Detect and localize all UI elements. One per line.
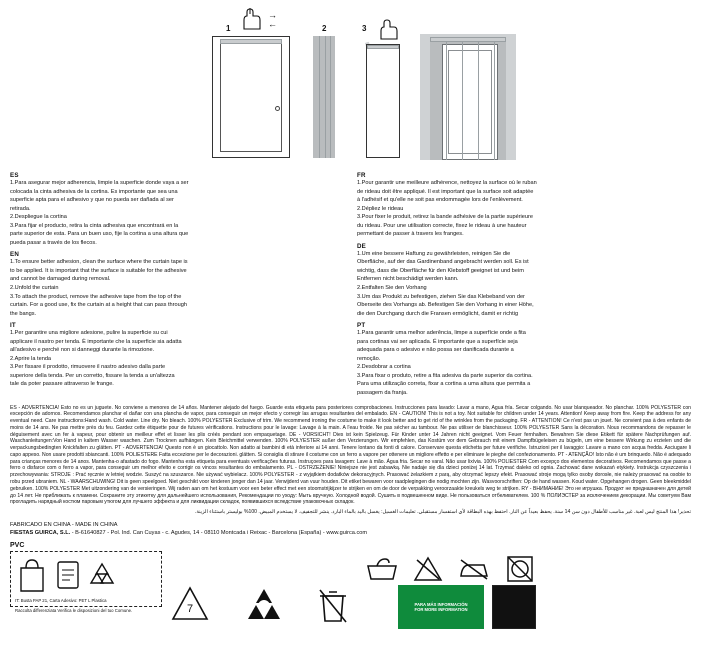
recycle-note-2: Raccolta differenziata Verifica le disposizioni del tuo Comune. xyxy=(15,607,133,613)
address-text: - B-61640827 - Pol. Ind. Can Cuyas - c. Agudes, 14 - 08110 Montcada i Reixac - Barcelona (España) - xyxy=(71,530,325,537)
instruction-line: 3.To attach the product, remove the adhesive tape from the top of the xyxy=(10,293,182,300)
door-leaf-panel xyxy=(448,50,492,154)
adhesive-strip-3 xyxy=(367,45,399,49)
instruction-line: 1.To ensure better adhesion, clean the surface where the curtain tape is xyxy=(10,259,188,266)
door-panel-1 xyxy=(220,42,282,152)
instruction-line: die den Durchgang durch die Fransen ermöglicht, damit er richtig xyxy=(357,310,519,317)
instruction-line: superiore della tenda. Per un corretto, fissare la tenda a un'altezza xyxy=(10,372,175,379)
company-address xyxy=(10,530,691,536)
lang-heading-it: IT xyxy=(10,322,16,330)
instruction-line: retirada. xyxy=(10,205,31,212)
curtain-top-3 xyxy=(366,44,400,158)
instruction-line: para cortinas vai ser aplicada. É importante que a superfície seja xyxy=(357,338,518,345)
instruction-line: 3.Pour fixer le produit, retirez la bande adhésive de la partie supérieure xyxy=(357,214,533,221)
made-in-label: FABRICADO EN CHINA - MADE IN CHINA xyxy=(10,522,118,529)
no-bleach-icon xyxy=(408,551,448,587)
recycle-note-1: IT: Busta PAP 21, Carta Adesivo: PET L Plastica xyxy=(15,597,107,603)
instruction-line: remoção. xyxy=(357,355,381,362)
instruction-line: curtain. For a good use, fix the curtain at a height that can pass through xyxy=(10,302,187,309)
hand-press-icon xyxy=(238,8,266,35)
lang-heading-pt: PT xyxy=(357,322,366,330)
instruction-line: adequada para o adesivo e não possa ser danificada durante a xyxy=(357,347,514,354)
recycling-info-box xyxy=(10,551,162,613)
instructions-column-left xyxy=(10,168,343,399)
instruction-line: 3.Um das Produkt zu befestigen, ziehen Sie das Klebeband von der xyxy=(357,293,525,300)
instruction-line: du rideau. Pour une utilisation correcte, fixez le rideau à une hauteur xyxy=(357,222,527,229)
bin-icon xyxy=(310,585,356,627)
folded-curtain-2 xyxy=(313,36,335,158)
more-info-en: FOR MORE INFORMATION xyxy=(414,607,468,613)
step-number-2: 2 xyxy=(322,24,327,33)
company-name: FIESTAS GUIRCA, S.L. xyxy=(10,530,71,537)
step-number-1: 1 xyxy=(226,24,231,33)
more-info-box[interactable] xyxy=(398,585,484,629)
lang-heading-es: ES xyxy=(10,172,19,179)
instruction-line: 1.Um eine bessere Haftung zu gewährleisten, reinigen Sie die xyxy=(357,250,511,257)
door-knob-1 xyxy=(275,106,280,111)
instruction-line: 2.Aprire la tenda xyxy=(10,355,52,362)
instruction-line: Entfernen nicht beschädigt werden kann. xyxy=(357,276,459,283)
instruction-line: 1.Para asegurar mejor adherencia, limpie la superficie donde vaya a ser xyxy=(10,180,189,186)
instruction-line: permettant de passer à travers les franges. xyxy=(357,231,464,238)
instruction-line: and cannot be damaged during removal. xyxy=(10,276,111,283)
instruction-line: 2.Dépliez le rideau xyxy=(357,205,404,212)
instruction-line: Oberseite des Vorhangs ab. Befestigen Sie den Vorhang in einer Höhe, xyxy=(357,302,534,309)
more-info-es: PARA MÁS INFORMACIÓN xyxy=(414,602,468,608)
label-recycle-icon xyxy=(55,558,81,597)
instruction-line: 2.Entfalten Sie den Vorhang xyxy=(357,285,427,292)
instruction-line: pueda pasar a través de los flecos. xyxy=(10,239,97,246)
instruction-line: tale da poter passare attraverso le frange. xyxy=(10,381,114,388)
qr-placeholder-icon[interactable] xyxy=(492,585,536,629)
instruction-line: Para uma utilização correta, fixar a cortina a uma altura que permita a xyxy=(357,381,531,388)
hand-pull-icon xyxy=(376,18,402,45)
lang-heading-en: EN xyxy=(10,251,19,259)
instruction-line: wichtig, dass die Oberfläche für den Klebstoff geeignet ist und beim xyxy=(357,267,524,274)
instruction-line: passagem da franja. xyxy=(357,390,408,397)
instruction-line: the bangs. xyxy=(10,310,37,317)
instruction-line: 3.Para fijar el producto, retira la cinta adhesiva que encontrará en la xyxy=(10,222,179,229)
material-label: PVC xyxy=(10,542,25,550)
no-tumble-dry-icon xyxy=(500,551,540,587)
instruction-line: 2.Unfold the curtain xyxy=(10,285,59,292)
instruction-line: 1.Para garantir uma melhor aderência, limpe a superfície onde a fita xyxy=(357,330,526,337)
website-link[interactable]: www.guirca.com xyxy=(326,530,368,537)
illustration-strip xyxy=(10,6,691,166)
instruction-line: colocada la cinta adhesiva de la cortina. Es importante que sea una xyxy=(10,188,178,195)
instruction-line: all'adesivo e perché non si danneggi durante la rimozione. xyxy=(10,347,155,354)
svg-text:7: 7 xyxy=(186,603,194,616)
arrow-left-icon: ← xyxy=(268,19,277,29)
instructions-column-right xyxy=(357,168,690,399)
instruction-line: parte superior de esta. Para un buen uso, fije la cortina a una altura que xyxy=(10,231,189,238)
instruction-line: 3.Per fissare il prodotto, rimuovere il nastro adesivo dalla parte xyxy=(10,364,166,371)
lang-heading-de: DE xyxy=(357,242,366,250)
bag-recycle-icon xyxy=(17,558,47,597)
instruction-line: 1.Per garantire una migliore adesione, pulire la superficie su cui xyxy=(10,330,168,337)
triangle-icon xyxy=(170,585,210,628)
hand-wash-icon xyxy=(362,551,402,587)
instruction-line: de rideau doit être appliqué. Il est important que la surface soit adaptée xyxy=(357,188,534,195)
instruction-line: 2.Desdobrar a cortina xyxy=(357,364,411,371)
care-icon-row xyxy=(10,551,691,629)
instruction-line: Oberfläche, auf der das Gardinenband angebracht werden soll. Es ist xyxy=(357,259,529,266)
instruction-line: 1.Pour garantir une meilleure adhérence, nettoyez la surface où le ruban xyxy=(357,180,537,186)
instruction-line: 2.Despliegue la cortina xyxy=(10,214,67,221)
instruction-line: applicare il nastro per tenda. È importante che la superficie sia adatta xyxy=(10,338,182,345)
no-iron-icon xyxy=(454,551,494,587)
instruction-line: à l'adhésif et qu'elle ne soit pas endommagée lors de l'enlèvement. xyxy=(357,197,523,204)
lang-heading-fr: FR xyxy=(357,172,366,179)
recycle-icon xyxy=(242,585,286,632)
arrow-right-icon: → xyxy=(268,10,277,20)
instruction-line: to be applied. It is important that the surface is suitable for the adhesive xyxy=(10,267,187,274)
step-number-3: 3 xyxy=(362,24,367,33)
recycle-arrows-icon xyxy=(87,561,117,594)
instruction-line: 3.Para fixar o produto, retire a fita adesiva da parte superior da cortina. xyxy=(357,372,533,379)
warnings-text: ES - ADVERTENCIA! Esto no es un juguete. No conviene a menores de 14 años. Mantener alejado del fuego. Guarde esta etiqueta para posteriores comprobaciones. Instrucciones para lavado: Lavar a mano, Agua fría. Secar colgando. No usar blanqueador. No planchar. 100% POLYESTER con excepción de adornos. Recomendamos planchar el dañar con una plancha de vapor, para conseguir un mejor efecto y corregir las arrugas resultantes del embalado. EN - CAUTION! This is not a toy. Not suitable for children under 14 years. Attention! Keep away from fire. Keep the address for any eventual need. Care instructions:Hand wash. Cold water. Line dry. No bleach. 100% POLYESTER Exclusive of trim. We recommend ironing the costume to make it look better and to get rid of the wrinkles from the packaging. FR - ATTENTION! Ce n'est pas un jouet. Ne convient pas à des enfants de moins de 14 ans. Ne pas mettre près du feu. Gardez cette étiquette pour de futures vérifications. Instructions pour le lavage: Lavage à la main. A l'eau froide. Ne pas sécher au tambour. Ne pas utiliser de blanchisseur. 100% POLYESTER Sans la décoration. Nous recommandons de repasser le déguisement avec un fer à vapeur, pour obtenir un meilleur effet et lisser les plis créés pendant son empaquetage. DE - VORSICHT! Dies ist kein Spielzeug. Für Kinder unter 14 Jahren nicht geeignet. Vom Feuer fernhalten. Bewahren Sie diese Etikett für spätere Nachprüfungen auf. Waschanleitungen:Von Hand in kaltem Wasser waschen. Zum Trocknen aufhängen. Kein Bleichmittel verwenden. 100% POLYESTER außer den Verzierungen. Wir empfehlen, das Kostüm vor dem Gebrauch mit einem Dampfbügeleisen zu bügeln, um eine bessere Wirkung zu erzielen und die verpackungsbedingten Knickfalten zu glätten. PT - ADVERTENCIA! Questo non è un giocattolo. Non adatto ai bambini di età inferiore ai 14 anni. Tenere lontano da fonti di calore. Conservare questa etichetta per future verifiche. Istruzioni per il lavaggio: Lavare a mano con acqua fredda. Asciugare li capo appeso. Non usare prodotti sbiancanti. 100% POLIESTERE Fatta eccezione per le decorazioni. glätten. Si consiglia di stirare il costume con un ferro a vapore per ottenere un migliore effetto e per eliminare le pieghe del confezionamento. PT - ATENÇÃO! Isto não é um brinquedo. Não é adequado para crianças menores de 14 anos. Mantenha-o afastado do fogo. Mantenha esta etiqueta para eventuais verificações futuras. Instruçoes para lavagem: Lave à mão. Água fria. Secar no varal. Não usar lixívia. 100% POLIESTER Com excepço dos elementos decorativos. Recomendamos que passe a ferro o disfarce com o ferro a vapor, para conseguir um melhor efeito e corrigir os vincos resultantes do embalamento. PL - OSTRZEŻENIE! Niniejsze nie jest zabawką. Nie nadaje się dla dzieci poniżej 14 lat. Trzymać daleko od ognia. Zachować dane wskazań etykiety. Instrukcja czyszczenia i przechowywania: STROJE : Prać ręcznie w letniej wodzie. Suszyć na szuszarce. Nie używać wybielacz. 100% POLYESTER - z wyjątkiem dodatków dekoracyjnych. Prasować żelazkiem z parą, aby otrzymać lepszy efekt. Prasować stroje mogą tylko osoby dorosłe, nie należy prasować na osobie to robu przed ubraniem. NL - WAARSCHUWING! Dit is geen speelgoed. Niet geschikt voor kinderen jonger dan 14 jaar. Verwijderd van vuur houden. Dit etiket bewaren voor raadplegingen die nodig mochten zijn. Wasvoorschriften: Op de hand wassen. Koud water. Opgehangen drogen. Geen bleekmiddel gebruiken. 100% POLYESTER Met uitzondering van de versieringen. Wij raden aan om het kostuum voor een beter effect met een stoomstrijkijzer te strijken en om de door de verpakking veroorzaakte kreukels weg te strijken. RY - ВНИМАНИЕ! Это не игрушка. Продукт не предназначен для детей до 14 лет. Не приближать к пламени. Сохраните эту этикетку для дальнейшего использования, Рекомендации по уходу: Мыть вручную. Холодной водой. Сушить в подвешенном виде. Не пользоваться отбеливателем. 100 % ПОЛИЭСТЕР за исключением декорации. Мы советуем Вам прогладить нарядный костюм паровым утюгом для лучшего эффекта и для ликвидации складок, появившихся вследствие упаковочных складок. xyxy=(10,404,691,506)
warnings-arabic: تحذير! هذا المنتج ليس لعبة. غير مناسب للأطفال دون سن 14 سنة. يحفظ بعيداً عن النار. احتفظ بهذه البطاقة لأي استفسار مستقبلي. تعليمات الغسيل: يغسل باليد بالماء البارد. ينشر للتجفيف. لا يستخدم المبيض. 100% بوليستر باستثناء الزينة. xyxy=(195,509,691,516)
instructions-columns xyxy=(10,168,691,399)
instruction-line: superficie apta para el adhesivo y que no pueda ser dañada al ser xyxy=(10,197,174,204)
adhesive-tape-1 xyxy=(220,39,282,44)
